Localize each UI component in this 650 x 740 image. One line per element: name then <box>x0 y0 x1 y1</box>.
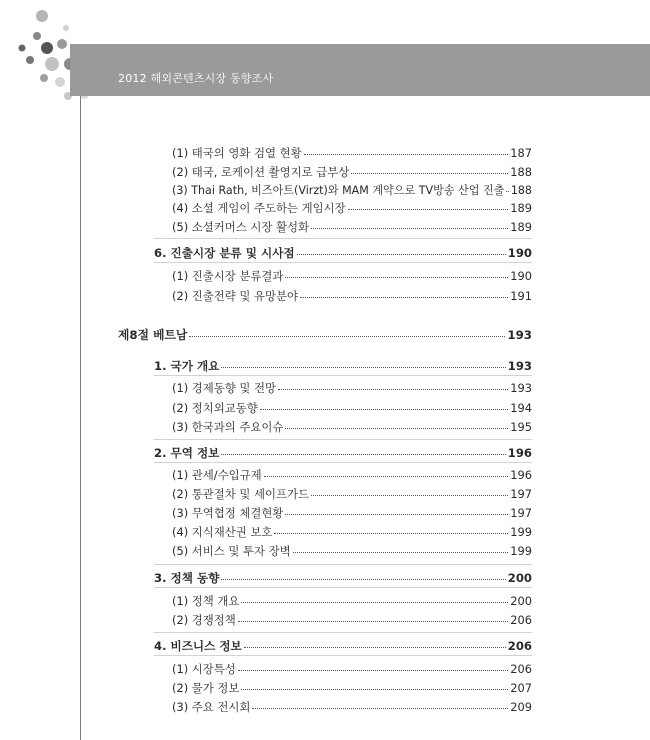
toc-leader <box>311 494 508 496</box>
toc-leader <box>311 227 508 229</box>
toc-entry[interactable] <box>172 524 532 540</box>
toc-entry-page: 200 <box>510 594 532 608</box>
toc-leader <box>189 335 505 337</box>
toc-leader <box>300 296 508 298</box>
toc-entry-title: (2) 경쟁정책 <box>172 613 236 627</box>
toc-entry-title: (1) 정책 개요 <box>172 594 240 608</box>
toc-entry-title: (3) 한국과의 주요이슈 <box>172 420 284 434</box>
toc-entry-page: 193 <box>510 381 532 395</box>
toc-entry-page: 188 <box>510 165 532 179</box>
section-divider <box>154 564 532 565</box>
toc-entry-page: 197 <box>510 506 532 520</box>
toc-entry-page: 191 <box>510 289 532 303</box>
toc-leader <box>241 601 508 603</box>
toc-entry-page: 189 <box>510 220 532 234</box>
toc-leader <box>351 172 508 174</box>
toc-leader <box>252 707 508 709</box>
toc-leader <box>260 408 508 410</box>
section-divider <box>154 462 532 463</box>
toc-entry[interactable] <box>172 164 532 180</box>
toc-entry-page: 190 <box>510 269 532 283</box>
toc-leader <box>285 427 508 429</box>
toc-entry-title: (5) 서비스 및 투자 장벽 <box>172 544 291 558</box>
section-divider <box>154 587 532 588</box>
toc-leader <box>221 366 505 368</box>
toc-leader <box>238 669 508 671</box>
toc-entry[interactable] <box>172 699 532 715</box>
toc-section-title: 3. 정책 동향 <box>154 571 220 585</box>
toc-entry-title: (4) 지식재산권 보호 <box>172 525 273 539</box>
toc-section-page: 200 <box>507 571 532 585</box>
toc-leader <box>297 253 506 255</box>
toc-entry[interactable] <box>172 380 532 396</box>
toc-entry[interactable] <box>172 288 532 304</box>
toc-entry[interactable] <box>172 400 532 416</box>
toc-leader <box>506 190 508 192</box>
toc-leader <box>293 551 509 553</box>
toc-section[interactable] <box>154 638 532 654</box>
toc-leader <box>221 578 505 580</box>
toc-chapter-page: 193 <box>507 328 532 342</box>
toc-chapter-title: 제8절 베트남 <box>118 328 188 342</box>
toc-section[interactable] <box>154 245 532 261</box>
toc-entry-page: 207 <box>510 681 532 695</box>
toc-entry[interactable] <box>172 268 532 284</box>
toc-entry-title: (2) 정치외교동향 <box>172 401 258 415</box>
toc-entry-title: (5) 소셜커머스 시장 활성화 <box>172 220 310 234</box>
toc-entry[interactable] <box>172 543 532 559</box>
toc-entry-title: (2) 진출전략 및 유망분야 <box>172 289 299 303</box>
toc-section-page: 190 <box>507 246 532 260</box>
header-title: 2012 해외콘텐츠시장 동향조사 <box>118 72 274 85</box>
toc-entry[interactable] <box>172 145 532 161</box>
toc-leader <box>238 620 508 622</box>
toc-entry-page: 187 <box>510 146 532 160</box>
toc-entry-title: (3) 무역협정 체결현황 <box>172 506 284 520</box>
toc-entry-page: 194 <box>510 401 532 415</box>
toc-section[interactable] <box>154 445 532 461</box>
toc-entry-title: (3) Thai Rath, 비즈아트(Virzt)와 MAM 계약으로 TV방송 산업 진출 <box>172 184 505 197</box>
toc-entry[interactable] <box>172 419 532 435</box>
section-divider <box>154 439 532 440</box>
toc-entry-title: (2) 통관절차 및 세이프가드 <box>172 487 310 501</box>
toc-leader <box>274 532 508 534</box>
toc-section-title: 4. 비즈니스 정보 <box>154 639 242 653</box>
toc-section-title: 6. 진출시장 분류 및 시사점 <box>154 246 295 260</box>
toc-entry-page: 199 <box>510 544 532 558</box>
toc-entry-title: (2) 물가 정보 <box>172 681 240 695</box>
toc-leader <box>244 646 506 648</box>
toc-leader <box>348 208 509 210</box>
toc-section[interactable] <box>154 358 532 374</box>
toc-entry[interactable] <box>172 467 532 483</box>
toc-leader <box>285 276 508 278</box>
toc-leader <box>264 475 509 477</box>
toc-entry-page: 209 <box>510 700 532 714</box>
toc-entry[interactable] <box>172 612 532 628</box>
toc-leader <box>285 513 508 515</box>
toc-entry[interactable] <box>172 219 532 235</box>
toc-entry[interactable] <box>172 593 532 609</box>
toc-leader <box>278 388 508 390</box>
section-divider <box>154 238 532 239</box>
toc-entry-page: 206 <box>510 613 532 627</box>
section-divider <box>154 262 532 263</box>
toc-entry-page: 206 <box>510 662 532 676</box>
toc-section-page: 193 <box>507 359 532 373</box>
toc-entry-title: (1) 경제동향 및 전망 <box>172 381 277 395</box>
toc-entry-page: 195 <box>510 420 532 434</box>
toc-entry-title: (3) 주요 전시회 <box>172 700 251 714</box>
section-divider <box>154 655 532 656</box>
toc-entry[interactable] <box>172 505 532 521</box>
toc-entry-page: 199 <box>510 525 532 539</box>
section-divider <box>154 375 532 376</box>
toc-entry-page: 189 <box>510 201 532 215</box>
toc-entry-title: (1) 시장특성 <box>172 662 236 676</box>
toc-entry[interactable] <box>172 486 532 502</box>
section-divider <box>154 632 532 633</box>
toc-leader <box>241 688 508 690</box>
toc-chapter[interactable] <box>118 326 532 343</box>
toc-entry-page: 197 <box>510 487 532 501</box>
toc-entry-page: 196 <box>510 468 532 482</box>
toc-entry-page: 188 <box>510 184 532 197</box>
toc-entry-title: (4) 소셜 게임이 주도하는 게임시장 <box>172 201 346 215</box>
toc-entry-title: (1) 진출시장 분류결과 <box>172 269 284 283</box>
toc-section-title: 1. 국가 개요 <box>154 359 220 373</box>
toc-entry-title: (1) 태국의 영화 검열 현황 <box>172 146 302 160</box>
toc-section[interactable] <box>154 570 532 586</box>
toc-entry[interactable] <box>172 182 532 198</box>
toc-leader <box>304 153 509 155</box>
toc-section-title: 2. 무역 정보 <box>154 446 220 460</box>
toc-section-page: 206 <box>507 639 532 653</box>
toc-leader <box>221 453 505 455</box>
toc-entry-title: (2) 태국, 로케이션 촬영지로 급부상 <box>172 165 350 179</box>
toc-entry[interactable] <box>172 200 532 216</box>
toc-section-page: 196 <box>507 446 532 460</box>
toc-entry-title: (1) 관세/수입규제 <box>172 468 262 482</box>
toc-entry[interactable] <box>172 680 532 696</box>
toc-entry[interactable] <box>172 661 532 677</box>
